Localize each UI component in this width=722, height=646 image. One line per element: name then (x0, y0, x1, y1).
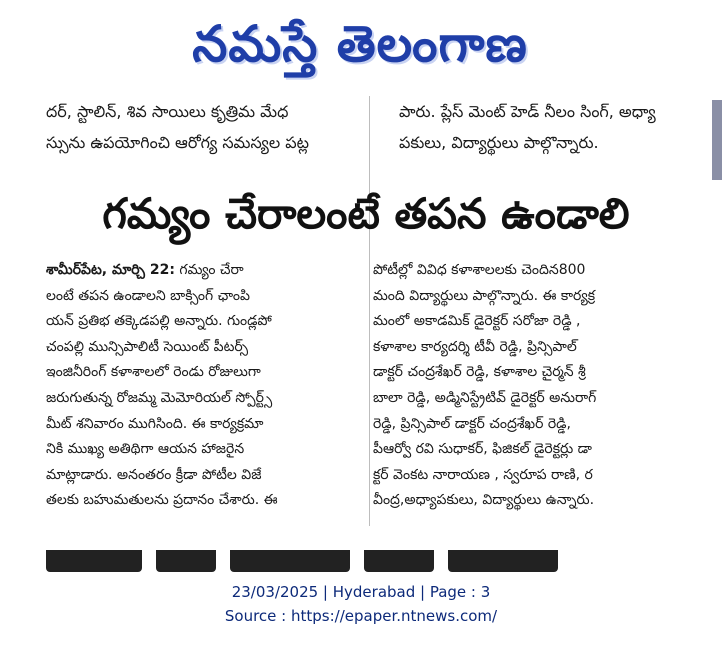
text-line: యన్ ప్రతిభ తక్కెడపల్లి అన్నారు. గుండ్లపో (46, 313, 272, 330)
text-line: నికి ముఖ్య అతిథిగా ఆయన హాజరైన (46, 441, 245, 458)
text-line: తలకు బహుమతులను ప్రదానం చేశారు. ఈ (46, 492, 278, 509)
text-line: డాక్టర్ చంద్రశేఖర్ రెడ్డి, కళాశాల చైర్మన్ శ్రీ (373, 364, 586, 381)
previous-article-left-fragment (46, 96, 364, 162)
clipping-footer (0, 572, 722, 646)
text-line: పారు. ప్లేస్ మెంట్ హెడ్ నీలం సింగ్, అధ్యా (399, 102, 656, 121)
masthead (0, 0, 722, 88)
text-line: లంటే తపన ఉండాలని బాక్సింగ్ ఛాంపి (46, 287, 250, 304)
text-line-fragment: గమ్యం చేరా (174, 262, 244, 278)
edition-info: 23/03/2025 | Hyderabad | Page : 3 (231, 583, 491, 601)
text-line (46, 258, 366, 284)
text-line: మంలో అకాడమిక్ డైరెక్టర్ సరోజా రెడ్డి , (373, 313, 581, 330)
text-line: కళాశాల కార్యదర్శి టీవీ రెడ్డి, ప్రిన్సిపాల్ (373, 338, 577, 355)
previous-article-right-fragment (399, 96, 689, 162)
column-divider (369, 96, 370, 526)
cropped-next-headline (46, 550, 686, 572)
text-line: మీట్ శనివారం ముగిసింది. ఈ కార్యక్రమా (46, 415, 264, 432)
text-line: దర్, స్టాలిన్, శివ సాయిలు కృత్రిమ మేధ (46, 102, 289, 121)
text-line: మంది విద్యార్థులు పాల్గొన్నారు. ఈ కార్యక్ర (373, 287, 596, 304)
text-line: ఇంజినీరింగ్ కళాశాలలో రెండు రోజులుగా (46, 364, 261, 381)
article-column-left (46, 258, 366, 530)
text-line: బాలా రెడ్డి, అడ్మినిస్ట్రేటివ్ డైరెక్టర్ అనురాగ్ (373, 389, 597, 406)
text-line: క్టర్ వెంకట నారాయణ , స్వరూప రాణి, ర (373, 466, 593, 483)
article-dateline: శామీర్‌పేట, మార్చి 22: (46, 262, 175, 278)
text-line: వీంద్ర,అధ్యాపకులు, విద్యార్థులు ఉన్నారు. (373, 492, 595, 509)
text-line: పీఆర్వో రవి సుధాకర్, ఫిజికల్ డైరెక్టర్లు డా (373, 441, 592, 458)
text-line: జరుగుతున్న రోజమ్మ మెమోరియల్ స్పోర్ట్స్ (46, 389, 273, 406)
text-line: రెడ్డి, ప్రిన్సిపాల్ డాక్టర్ చంద్రశేఖర్ రెడ్డి, (373, 415, 571, 432)
source-link[interactable]: Source : https://epaper.ntnews.com/ (224, 607, 498, 625)
text-line: పకులు, విద్యార్థులు పాల్గొన్నారు. (399, 133, 599, 152)
text-line: పోటీల్లో వివిధ కళాశాలలకు చెందిన800 (373, 262, 586, 278)
text-line: మాట్లాడారు. అనంతరం క్రీడా పోటీల విజే (46, 466, 262, 483)
text-line: చంపల్లి మున్సిపాలిటీ సెయింట్ పీటర్స్ (46, 338, 249, 355)
text-line: స్సును ఉపయోగించి ఆరోగ్య సమస్యల పట్ల (46, 133, 310, 152)
article-column-right (373, 258, 665, 530)
adjacent-page-edge (712, 100, 722, 180)
article-headline: గమ్యం చేరాలంటే తపన ఉండాలి (102, 189, 630, 238)
newspaper-logo: నమస్తే తెలంగాణ (192, 15, 528, 73)
